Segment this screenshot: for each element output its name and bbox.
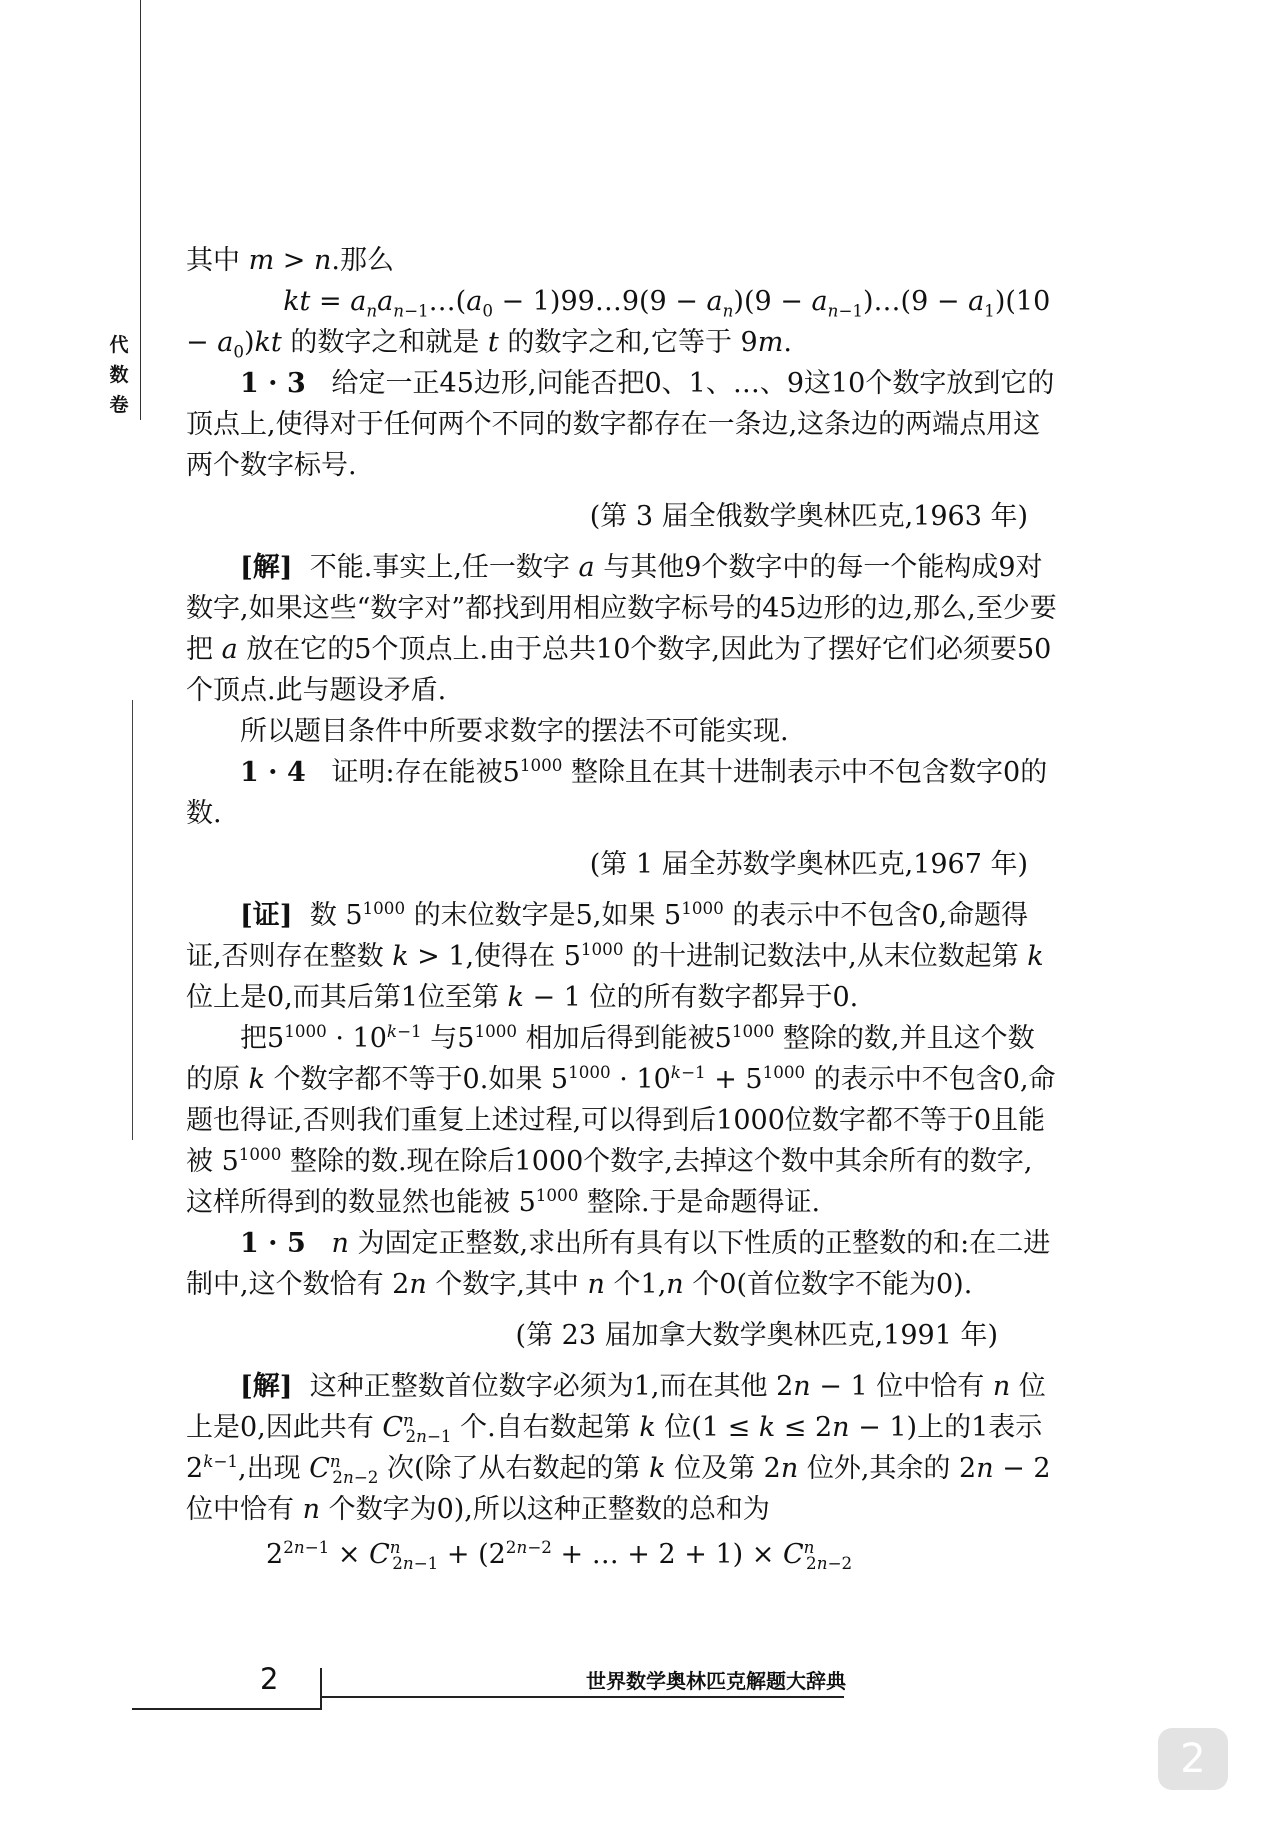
equation-kt: kt = $a_na_{n-1}\dots(a_0$ − 1)99…9(9 − $a_n)(9$ − $a_{n-1})\dots(9 - a_1)(10 - a_0)kt$ 的数字之和就是 t 的数字之和,它等于 9m.: [186, 286, 1051, 362]
solution-1-5: [解] 这种正整数首位数字必须为1,而在其他 2n − 1 位中恰有 n 位上是0,因此共有 $C^n_{2n-1}$ 个.自右数起第 k 位(1 ≤ k ≤ 2n − 1)上的1表示 $2^{k-1}$,出现 $C^n_{2n-2}$ 次(除了从右数起的第 k 位及第 2n 位外,其余的 2n − 2 位中恰有 n 个数字为0),所以这种正整数的总和为: [186, 1371, 1051, 1525]
proof-1-4-continued: 把$5^{1000} \cdot 10^{k-1}$ 与$5^{1000}$ 相加后得到能被$5^{1000}$ 整除的数,并且这个数的原 k 个数字都不等于0.如果 $5^{1000} \cdot 10^{k-1} + 5^{1000}$ 的表示中不包含0,命题也得证,否则我们重复上述过程,可以得到后1000位数字都不等于0且能被 $5^{1000}$ 整除的数.现在除后1000个数字,去掉这个数中其余所有的数字,这样所得到的数显然也能被 $5^{1000}$ 整除.于是命题得证.: [186, 1021, 1056, 1218]
solution-1-3-conclusion: 所以题目条件中所要求数字的摆法不可能实现.: [240, 716, 789, 747]
problem-1-5: 1 · 5 n 为固定正整数,求出所有具有以下性质的正整数的和:在二进制中,这个数恰有 2n 个数字,其中 n 个1,n 个0(首位数字不能为0).: [186, 1228, 1051, 1300]
spine-title: [108, 330, 130, 420]
problem-number: 1 · 3: [240, 368, 306, 399]
spine-rule: [140, 0, 141, 420]
footer-rule-vertical: [320, 1668, 322, 1710]
page-indicator-badge[interactable]: 2: [1158, 1728, 1228, 1790]
solution-1-3: [解] 不能.事实上,任一数字 a 与其他9个数字中的每一个能构成9对数字,如果这些“数字对”都找到用相应数字标号的45边形的边,那么,至少要把 a 放在它的5个顶点上.由于总共10个数字,因此为了摆好它们必须要50个顶点.此与题设矛盾.: [186, 552, 1057, 706]
solution-tag: [解]: [240, 1371, 293, 1402]
problem-source: (第 3 届全俄数学奥林匹克,1963 年): [589, 501, 1028, 532]
page-body: [186, 240, 1058, 1575]
footer-rule-title: [320, 1696, 844, 1698]
solution-tag: [解]: [240, 552, 293, 583]
page-number: 2: [260, 1662, 279, 1696]
sum-formula: $2^{2n-1} \times C^n_{2n-1} + (2^{2n-2}$ + … + $2 + 1) \times C^n_{2n-2}$: [266, 1537, 853, 1574]
problem-1-4: 1 · 4 证明:存在能被$5^{1000}$ 整除且在其十进制表示中不包含数字0的数.: [186, 755, 1048, 829]
problem-source: (第 1 届全苏数学奥林匹克,1967 年): [589, 849, 1028, 880]
intro-line: 其中 m > n.那么: [186, 245, 394, 276]
book-title: 世界数学奥林匹克解题大辞典: [586, 1669, 846, 1693]
problem-number: 1 · 4: [240, 757, 306, 788]
problem-1-3: 1 · 3 给定一正45边形,问能否把0、1、…、9这10个数字放到它的顶点上,使得对于任何两个不同的数字都存在一条边,这条边的两端点用这两个数字标号.: [186, 368, 1055, 481]
spine-char: 卷: [109, 394, 129, 416]
proof-tag: [证]: [240, 900, 293, 931]
spine-char: 数: [109, 364, 129, 386]
spine-char: 代: [109, 334, 129, 356]
problem-source: (第 23 届加拿大数学奥林匹克,1991 年): [515, 1320, 998, 1351]
footer-rule: [132, 1708, 320, 1710]
problem-number: 1 · 5: [240, 1228, 306, 1259]
spine-rule-lower: [132, 700, 133, 1140]
proof-1-4: [证] 数 $5^{1000}$ 的末位数字是5,如果 $5^{1000}$ 的表示中不包含0,命题得证,否则存在整数 k > 1,使得在 $5^{1000}$ 的十进制记数法中,从末位数起第 k 位上是0,而其后第1位至第 k − 1 位的所有数字都异于0.: [186, 898, 1044, 1013]
